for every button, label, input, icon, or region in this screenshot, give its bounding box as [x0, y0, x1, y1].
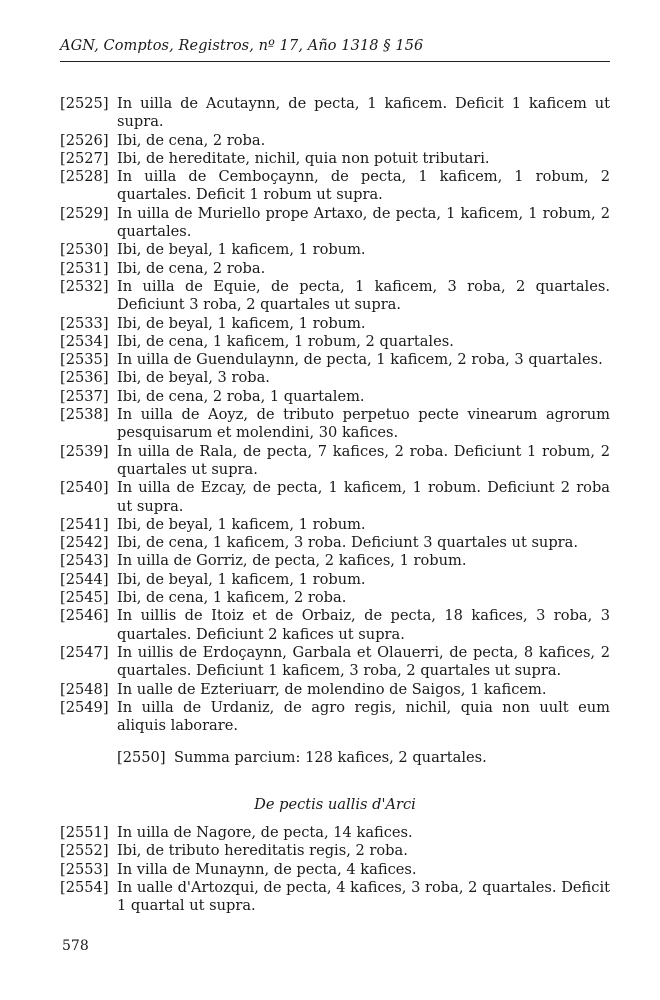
entry-number: [2541]	[60, 515, 109, 533]
entry-row	[60, 842, 610, 860]
entry-text: Ibi, de cena, 2 roba.	[117, 259, 266, 277]
entry-text: Ibi, de cena, 2 roba, 1 quartalem.	[117, 387, 365, 405]
entry-number: [2539]	[60, 442, 109, 460]
entry-text: In uilla de Guendulaynn, de pecta, 1 kaficem, 2 roba, 3 quartales.	[117, 351, 603, 369]
entry-row	[60, 369, 610, 387]
entry-text: In uilla de Cemboçaynn, de pecta, 1 kaficem, 1 robum, 2 quartales. Deficit 1 robum ut supra.	[117, 168, 610, 204]
entry-row	[60, 644, 610, 681]
entry-text: In villa de Munaynn, de pecta, 4 kafices.	[117, 860, 417, 878]
entry-row	[60, 681, 610, 699]
entry-row	[60, 861, 610, 879]
entry-number: [2552]	[60, 842, 109, 860]
entry-number: [2529]	[60, 204, 109, 222]
entry-list	[60, 95, 610, 735]
entry-number: [2548]	[60, 680, 109, 698]
entry-number: [2526]	[60, 131, 109, 149]
entry-row	[60, 388, 610, 406]
entry-row	[60, 168, 610, 205]
entry-number: [2535]	[60, 351, 109, 369]
entry-row	[60, 443, 610, 480]
entry-row	[60, 95, 610, 132]
entry-text: In uillis de Erdoçaynn, Garbala et Olauerri, de pecta, 8 kafices, 2 quartales. Deficiunt 1 kaficem, 3 roba, 2 quartales ut supra.	[117, 643, 610, 680]
entry-number: [2532]	[60, 277, 109, 295]
entry-row	[60, 479, 610, 516]
entry-row	[60, 241, 610, 259]
entry-text: In ualle d'Artozqui, de pecta, 4 kafices, 3 roba, 2 quartales. Deficit 1 quartal ut supra.	[117, 878, 610, 915]
entry-text: In uilla de Muriello prope Artaxo, de pecta, 1 kaficem, 1 robum, 2 quartales.	[117, 204, 610, 241]
entry-number: [2549]	[60, 698, 109, 716]
entry-row	[60, 333, 610, 351]
entry-text: In uilla de Ezcay, de pecta, 1 kaficem, 1 robum. Deficiunt 2 roba ut supra.	[117, 479, 610, 515]
entry-number: [2527]	[60, 149, 109, 167]
entry-text: Ibi, de beyal, 1 kaficem, 1 robum.	[117, 570, 366, 588]
entry-row	[60, 607, 610, 644]
entry-text: Ibi, de tributo hereditatis regis, 2 roba.	[117, 842, 408, 860]
entries-block	[60, 95, 610, 915]
entry-row	[60, 278, 610, 315]
entry-number: [2525]	[60, 95, 109, 112]
entry-row	[60, 534, 610, 552]
entry-number: [2544]	[60, 570, 109, 588]
entry-row	[60, 205, 610, 242]
entry-number: [2554]	[60, 878, 109, 896]
summa-text: Summa parcium: 128 kafices, 2 quartales.	[174, 749, 487, 767]
entry-number: [2528]	[60, 168, 109, 186]
entry-text: In uilla de Nagore, de pecta, 14 kafices.	[117, 823, 413, 841]
entry-text: In uilla de Rala, de pecta, 7 kafices, 2 roba. Deficiunt 1 robum, 2 quartales ut supra.	[117, 442, 610, 478]
entry-number: [2543]	[60, 552, 109, 570]
entry-text: In uillis de Itoiz et de Orbaiz, de pecta, 18 kafices, 3 roba, 3 quartales. Deficiunt 2 kafices ut supra.	[117, 607, 610, 643]
entry-number: [2538]	[60, 406, 109, 424]
entry-text: In uilla de Urdaniz, de agro regis, nichil, quia non uult eum aliquis laborare.	[117, 698, 610, 735]
entry-row	[60, 260, 610, 278]
entry-text: Ibi, de hereditate, nichil, quia non potuit tributari.	[117, 149, 490, 167]
entry-row	[60, 589, 610, 607]
entry-number: [2533]	[60, 314, 109, 332]
entry-text: Ibi, de cena, 2 roba.	[117, 131, 266, 149]
entry-row	[60, 699, 610, 736]
entry-text: In uilla de Gorriz, de pecta, 2 kafices, 1 robum.	[117, 552, 467, 570]
entry-text: In uilla de Aoyz, de tributo perpetuo pecte vinearum agrorum pesquisarum et molendini, 30 kafices.	[117, 406, 610, 442]
section-heading: De pectis uallis d'Arci	[254, 795, 416, 813]
entry-number: [2546]	[60, 607, 109, 625]
running-head: AGN, Comptos, Registros, nº 17, Año 1318 § 156	[60, 38, 424, 54]
entry-text: Ibi, de cena, 1 kaficem, 1 robum, 2 quartales.	[117, 332, 454, 350]
entry-number: [2551]	[60, 823, 109, 841]
entry-text: Ibi, de beyal, 1 kaficem, 1 robum.	[117, 241, 366, 259]
entry-text: Ibi, de cena, 1 kaficem, 2 roba.	[117, 589, 347, 607]
entry-text: In ualle de Ezteriuarr, de molendino de Saigos, 1 kaficem.	[117, 680, 547, 698]
entry-number: [2542]	[60, 534, 109, 552]
entry-number: [2536]	[60, 369, 109, 387]
entry-row	[60, 571, 610, 589]
entry-row	[60, 406, 610, 443]
page-number: 578	[62, 938, 89, 954]
entry-number: [2553]	[60, 860, 109, 878]
entry-row	[60, 516, 610, 534]
header-rule	[60, 61, 610, 62]
entry-row	[60, 824, 610, 842]
entry-number: [2547]	[60, 643, 109, 661]
summa-number: [2550]	[117, 749, 166, 767]
entry-text: Ibi, de cena, 1 kaficem, 3 roba. Deficiunt 3 quartales ut supra.	[117, 534, 578, 552]
entry-list-2	[60, 824, 610, 915]
entry-number: [2530]	[60, 241, 109, 259]
entry-text: In uilla de Acutaynn, de pecta, 1 kaficem. Deficit 1 kaficem ut supra.	[117, 95, 610, 131]
entry-text: Ibi, de beyal, 3 roba.	[117, 369, 270, 387]
summa-line	[60, 749, 610, 767]
entry-number: [2545]	[60, 589, 109, 607]
entry-number: [2531]	[60, 259, 109, 277]
entry-number: [2540]	[60, 479, 109, 497]
entry-row	[60, 552, 610, 570]
entry-number: [2537]	[60, 387, 109, 405]
entry-text: Ibi, de beyal, 1 kaficem, 1 robum.	[117, 314, 366, 332]
entry-number: [2534]	[60, 332, 109, 350]
entry-text: Ibi, de beyal, 1 kaficem, 1 robum.	[117, 515, 366, 533]
entry-row	[60, 879, 610, 916]
entry-row	[60, 132, 610, 150]
entry-row	[60, 150, 610, 168]
entry-text: In uilla de Equie, de pecta, 1 kaficem, 3 roba, 2 quartales. Deficiunt 3 roba, 2 quartales ut supra.	[117, 277, 610, 314]
entry-row	[60, 351, 610, 369]
entry-row	[60, 315, 610, 333]
